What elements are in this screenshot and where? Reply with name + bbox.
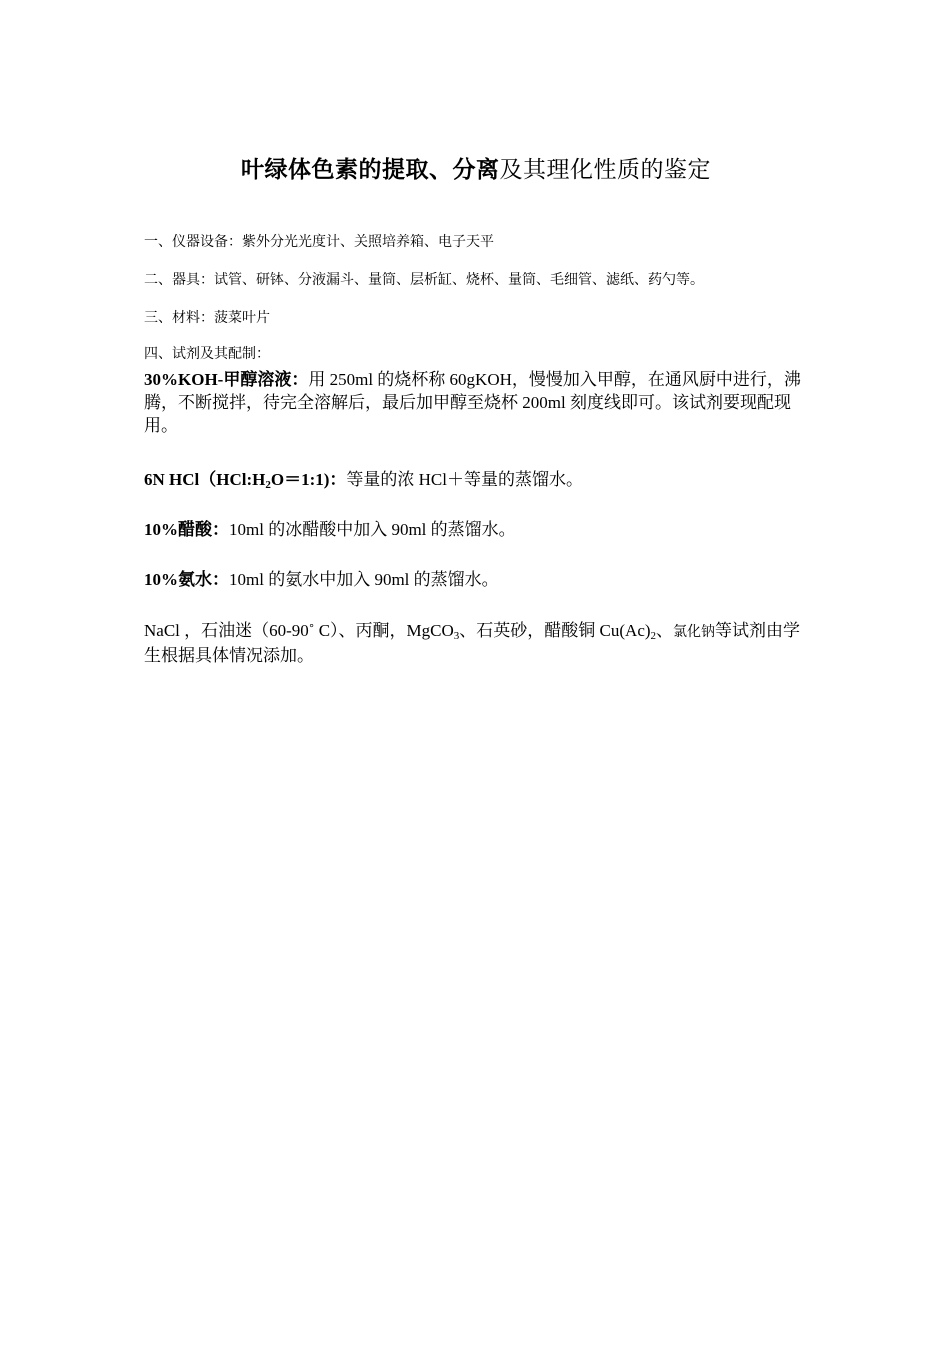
document-title [0,154,952,186]
reagent-acetic-label: 10%醋酸： [144,520,229,539]
reagent-others-part2: C）、丙酮，MgCO [314,621,454,640]
title-bold-part: 叶绿体色素的提取、分离 [241,157,500,183]
reagent-others-part4: 、 [656,621,674,640]
reagent-koh-label: 30%KOH-甲醇溶液： [144,370,309,389]
reagent-others-part5: 等试剂由学生根据具体情况添加。 [144,621,801,665]
reagent-koh [144,368,814,437]
reagent-hcl-text: 等量的浓 HCl＋等量的蒸馏水。 [346,470,583,489]
reagent-hcl-label-suffix: O＝1:1)： [270,470,347,489]
reagent-hcl-label-sub: 2 [265,479,271,491]
reagent-others [144,619,814,667]
section-tools: 二、器具：试管、研钵、分液漏斗、量筒、层析缸、烧杯、量筒、毛细管、滤纸、药勺等。 [144,273,704,288]
section-equipment: 一、仪器设备：紫外分光光度计、关照培养箱、电子天平 [144,235,494,250]
reagent-others-part3: 、石英砂，醋酸铜 Cu(Ac) [459,621,651,640]
reagent-hcl-label [144,470,346,489]
reagent-ammonia-text: 10ml 的氨水中加入 90ml 的蒸馏水。 [229,570,499,589]
section-reagents-heading: 四、试剂及其配制： [144,347,270,362]
reagent-others-degree: ˚ [308,621,315,640]
reagent-ammonia-label: 10%氨水： [144,570,229,589]
reagent-acetic [144,518,814,541]
reagent-hcl-label-prefix: 6N HCl（HCl:H [144,470,266,489]
reagent-others-part1: NaCl ，石油迷（60-90 [144,621,309,640]
reagent-hcl [144,468,814,491]
reagent-ammonia [144,568,814,591]
reagent-others-sub2: 2 [650,630,657,642]
reagent-acetic-text: 10ml 的冰醋酸中加入 90ml 的蒸馏水。 [229,520,516,539]
reagent-others-small: 氯化钠 [673,625,716,640]
title-normal-part: 及其理化性质的鉴定 [499,157,711,183]
reagent-others-sub1: 3 [453,630,460,642]
section-materials: 三、材料：菠菜叶片 [144,311,270,326]
reagent-koh-text: 用 250ml 的烧杯称 60gKOH，慢慢加入甲醇，在通风厨中进行，沸腾，不断搅拌，待完全溶解后，最后加甲醇至烧杯 200ml 刻度线即可。该试剂要现配现用。 [144,370,801,435]
